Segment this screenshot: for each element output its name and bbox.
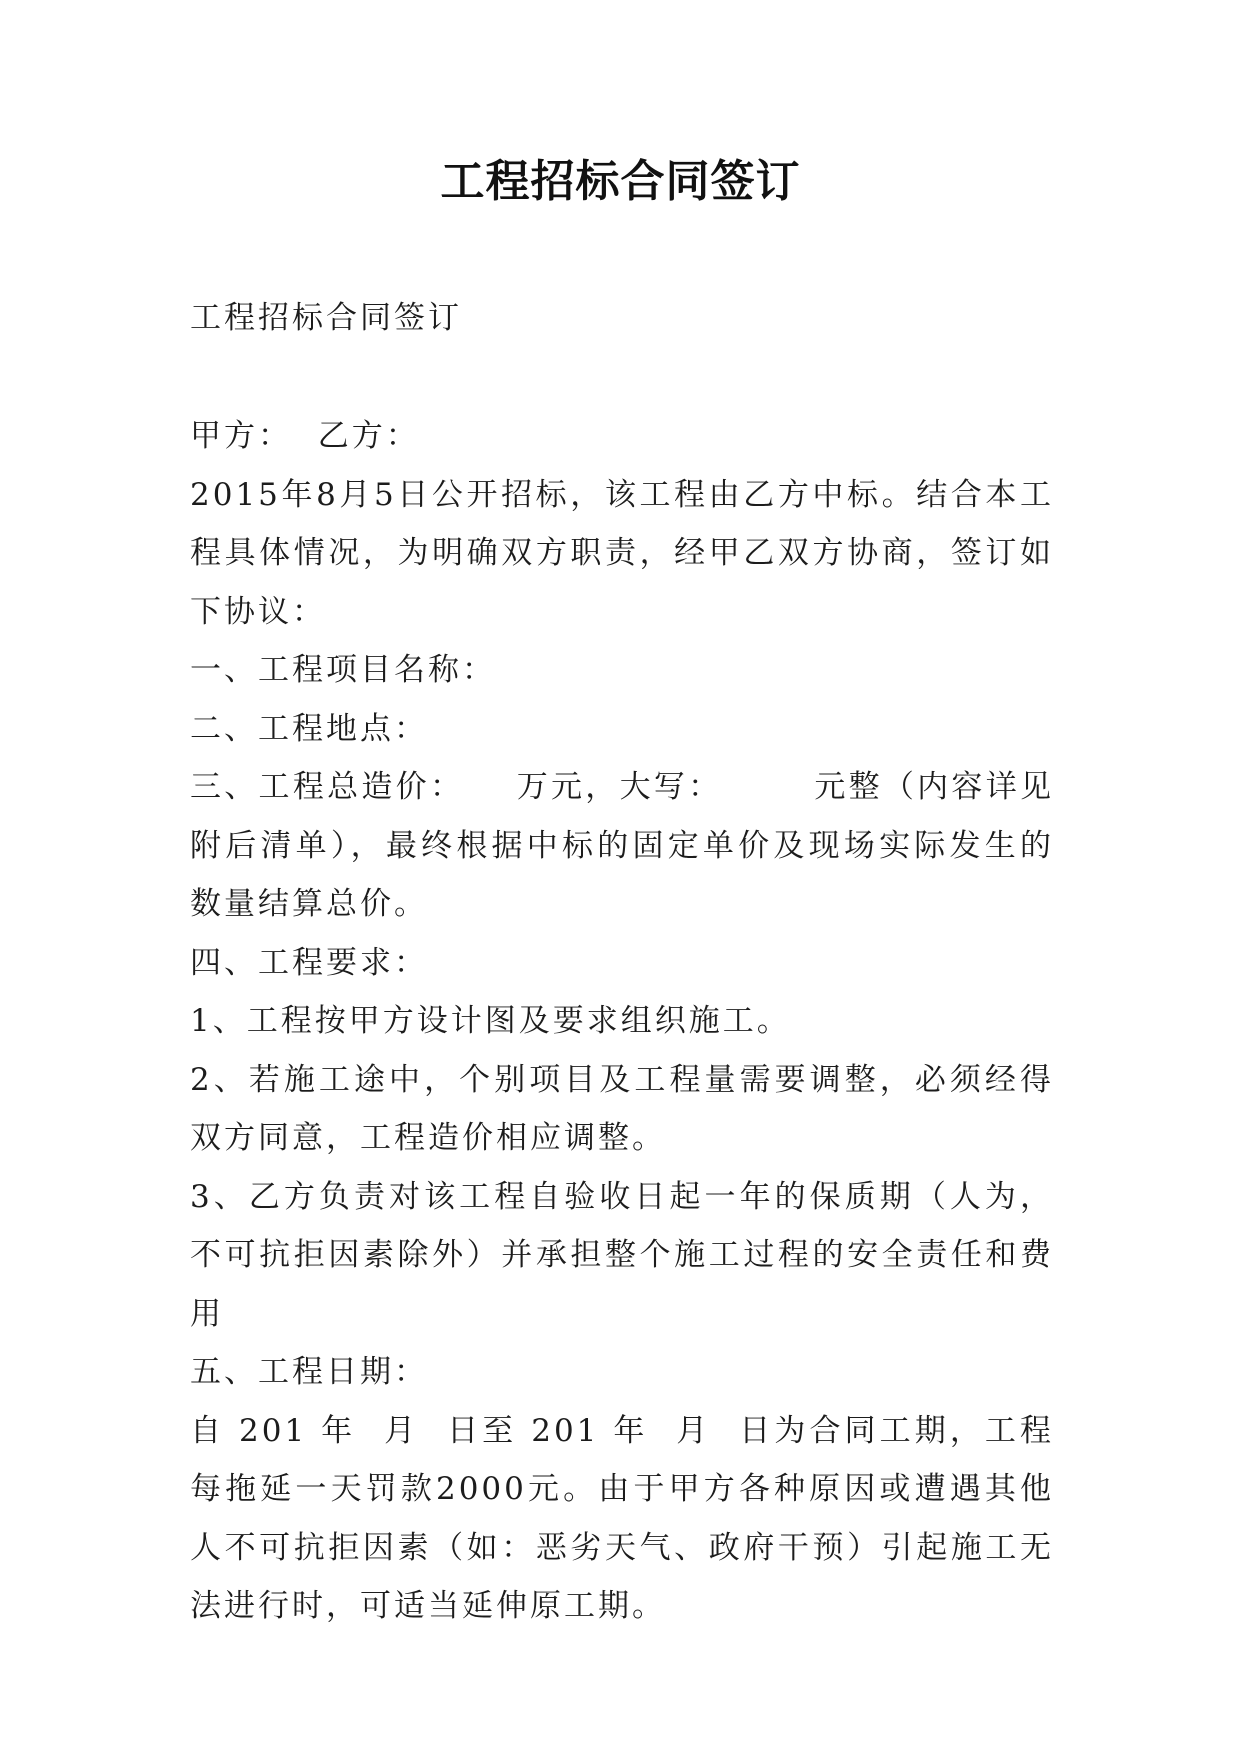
- requirement-item-3: 3、乙方负责对该工程自验收日起一年的保质期（人为，不可抗拒因素除外）并承担整个施工过程的安全责任和费用: [190, 1178, 1054, 1332]
- requirement-item-2: 2、若施工途中，个别项目及工程量需要调整，必须经得双方同意，工程造价相应调整。: [190, 1061, 1054, 1156]
- dates-paragraph: 自 201 年 月 日至 201 年 月 日为合同工期，工程每拖延一天罚款2000元。由于甲方各种原因或遭遇其他人不可抗拒因素（如：恶劣天气、政府干预）引起施工无法进行时，可适当延伸原工期。: [190, 1412, 1054, 1624]
- parties-line: 甲方： 乙方：: [190, 418, 420, 454]
- subtitle-text: 工程招标合同签订: [190, 300, 462, 336]
- section-project-name: 一、工程项目名称：: [190, 652, 496, 688]
- section-dates-heading: 五、工程日期：: [190, 1354, 428, 1390]
- intro-paragraph: 2015年8月5日公开招标，该工程由乙方中标。结合本工程具体情况，为明确双方职责，经甲乙双方协商，签订如下协议：: [190, 476, 1054, 630]
- requirement-item-1: 1、工程按甲方设计图及要求组织施工。: [190, 1003, 791, 1039]
- section-requirements-heading: 四、工程要求：: [190, 944, 428, 981]
- document-body: [190, 407, 1054, 1636]
- section-total-cost: 三、工程总造价： 万元，大写： 元整（内容详见附后清单），最终根据中标的固定单价及现场实际发生的数量结算总价。: [190, 769, 1054, 922]
- section-project-location: 二、工程地点：: [190, 710, 428, 747]
- document-subtitle: [190, 289, 1054, 348]
- document-title: 工程招标合同签订: [440, 156, 801, 207]
